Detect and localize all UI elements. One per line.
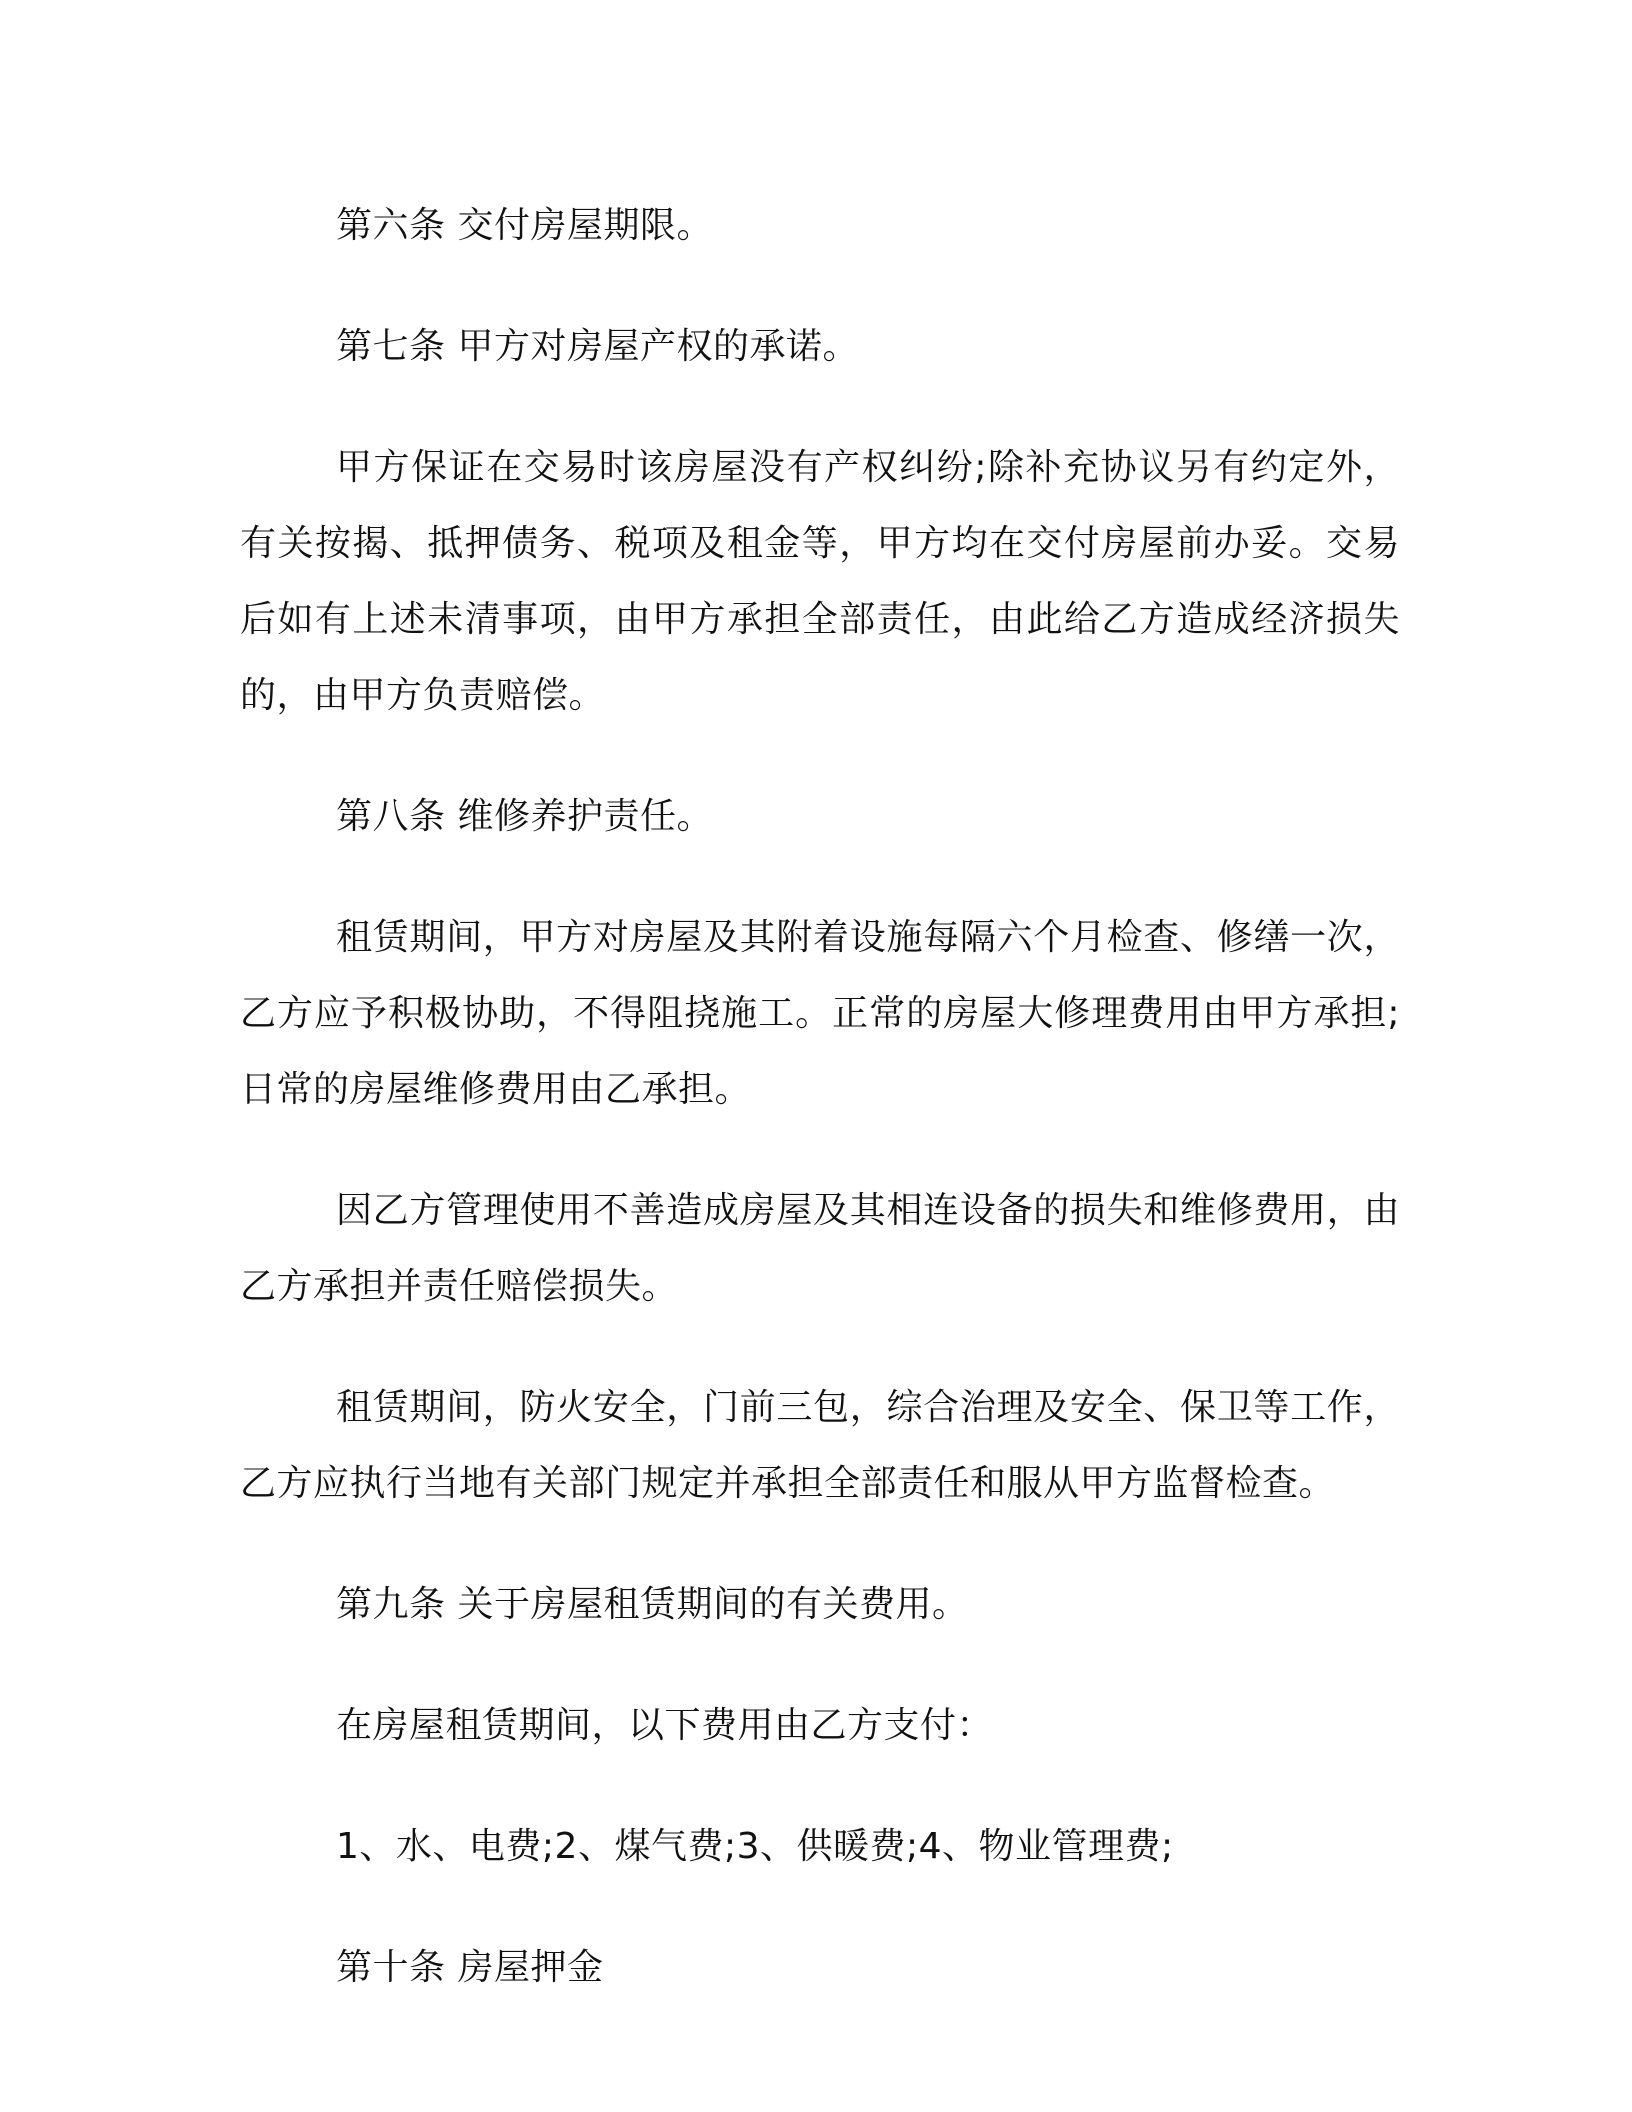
article-7-body: 甲方保证在交易时该房屋没有产权纠纷;除补充协议另有约定外，有关按揭、抵押债务、税项及租金等，甲方均在交付房屋前办妥。交易后如有上述未清事项，由甲方承担全部责任，由此给乙方造成经济损失的，由甲方负责赔偿。: [240, 447, 1400, 716]
article-8-heading: 第八条 维修养护责任。: [336, 796, 713, 837]
article-8-body-safety: 租赁期间，防火安全，门前三包，综合治理及安全、保卫等工作，乙方应执行当地有关部门规定并承担全部责任和服从甲方监督检查。: [240, 1387, 1400, 1504]
article-10-heading: 第十条 房屋押金: [336, 1947, 604, 1988]
article-6-heading: 第六条 交付房屋期限。: [336, 205, 713, 246]
article-8-body-damage: 因乙方管理使用不善造成房屋及其相连设备的损失和维修费用，由乙方承担并责任赔偿损失。: [240, 1190, 1400, 1307]
article-8-body-repairs: 租赁期间，甲方对房屋及其附着设施每隔六个月检查、修缮一次，乙方应予积极协助，不得阻挠施工。正常的房屋大修理费用由甲方承担;日常的房屋维修费用由乙承担。: [240, 917, 1400, 1110]
article-7-heading: 第七条 甲方对房屋产权的承诺。: [336, 326, 859, 367]
document-body: [240, 188, 1400, 2051]
article-9-heading: 第九条 关于房屋租赁期间的有关费用。: [336, 1584, 969, 1625]
article-9-fee-list: 1、水、电费;2、煤气费;3、供暖费;4、物业管理费;: [336, 1826, 1174, 1867]
article-9-intro: 在房屋租赁期间，以下费用由乙方支付：: [336, 1705, 994, 1746]
